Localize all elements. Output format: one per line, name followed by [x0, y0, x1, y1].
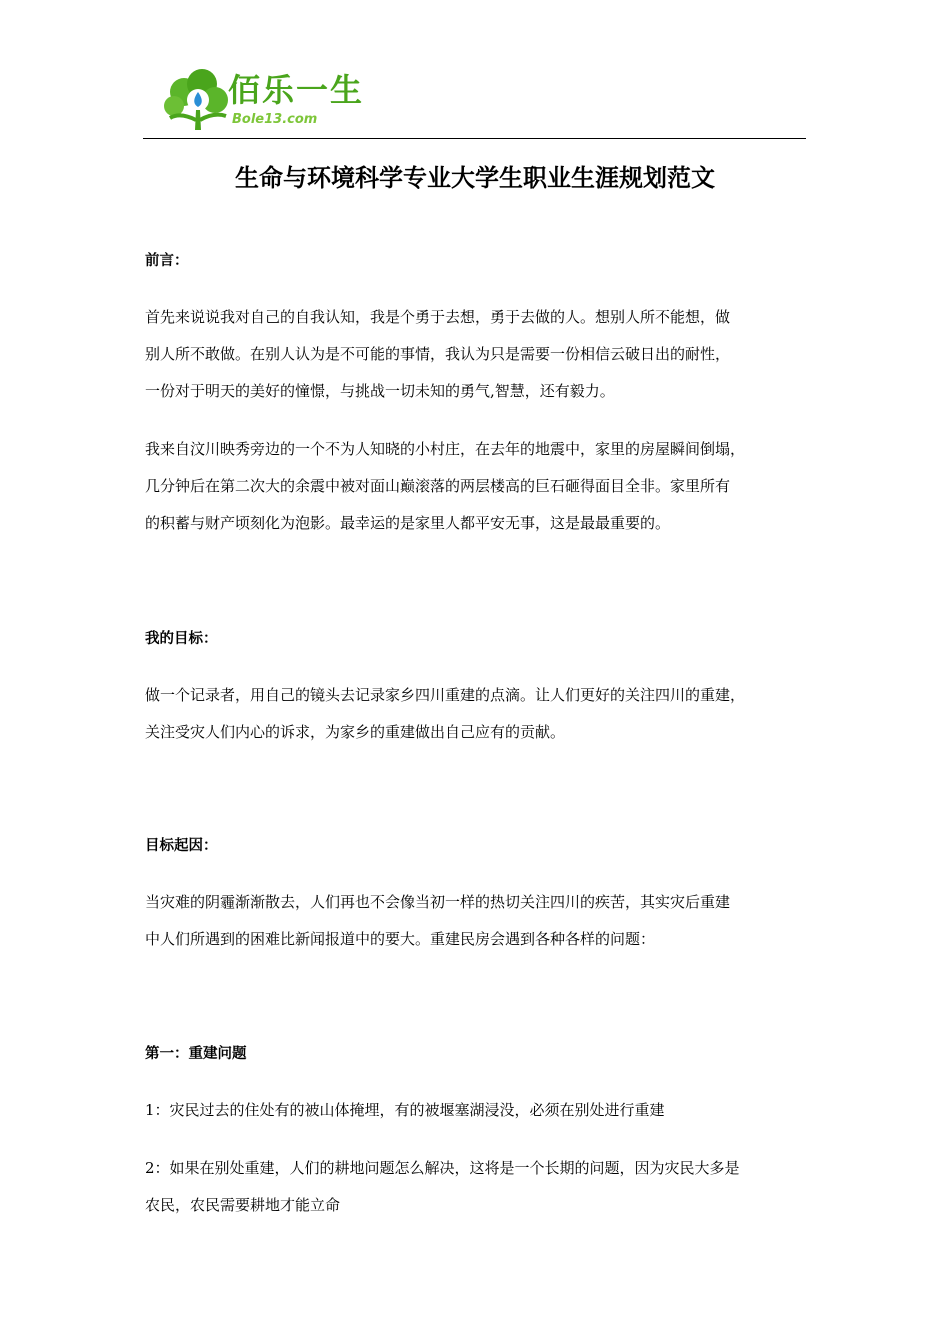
list-item-1 [145, 1092, 810, 1129]
preface-paragraph-1 [145, 299, 810, 410]
text-line: 农民，农民需要耕地才能立命 [145, 1196, 341, 1214]
text-line: 的积蓄与财产顷刻化为泡影。最幸运的是家里人都平安无事，这是最最重要的。 [145, 514, 671, 532]
text-line: 1：灾民过去的住处有的被山体掩埋，有的被堰塞湖浸没，必须在别处进行重建 [145, 1101, 665, 1119]
preface-paragraph-2 [145, 431, 810, 542]
page-title: 生命与环境科学专业大学生职业生涯规划范文 [235, 164, 715, 192]
text-line: 做一个记录者，用自己的镜头去记录家乡四川重建的点滴。让人们更好的关注四川的重建， [145, 686, 746, 704]
preface-heading: 前言： [145, 253, 189, 269]
text-line: 我来自汶川映秀旁边的一个不为人知晓的小村庄，在去年的地震中，家里的房屋瞬间倒塌， [145, 440, 746, 458]
text-line: 2：如果在别处重建，人们的耕地问题怎么解决，这将是一个长期的问题，因为灾民大多是 [145, 1159, 740, 1177]
text-line: 当灾难的阴霾渐渐散去，人们再也不会像当初一样的热切关注四川的疾苦，其实灾后重建 [145, 893, 731, 911]
text-line: 首先来说说我对自己的自我认知，我是个勇于去想，勇于去做的人。想别人所不能想，做 [145, 308, 731, 326]
list-item-2 [145, 1150, 810, 1224]
logo-name: 佰乐一生 [228, 71, 365, 109]
logo-url: Bole13.com [232, 112, 318, 127]
text-line: 一份对于明天的美好的憧憬，与挑战一切未知的勇气,智慧，还有毅力。 [145, 382, 615, 400]
text-line: 中人们所遇到的困难比新闻报道中的要大。重建民房会遇到各种各样的问题： [145, 930, 656, 948]
text-line: 别人所不敢做。在别人认为是不可能的事情，我认为只是需要一份相信云破日出的耐性， [145, 345, 731, 363]
text-line: 关注受灾人们内心的诉求，为家乡的重建做出自己应有的贡献。 [145, 723, 566, 741]
text-line: 几分钟后在第二次大的余震中被对面山巅滚落的两层楼高的巨石砸得面目全非。家里所有 [145, 477, 731, 495]
cause-paragraph [145, 884, 810, 958]
cause-heading: 目标起因： [145, 838, 218, 854]
header-divider [143, 138, 806, 139]
first-issue-heading: 第一：重建问题 [145, 1046, 247, 1062]
goal-heading: 我的目标： [145, 631, 218, 647]
goal-paragraph [145, 677, 810, 751]
